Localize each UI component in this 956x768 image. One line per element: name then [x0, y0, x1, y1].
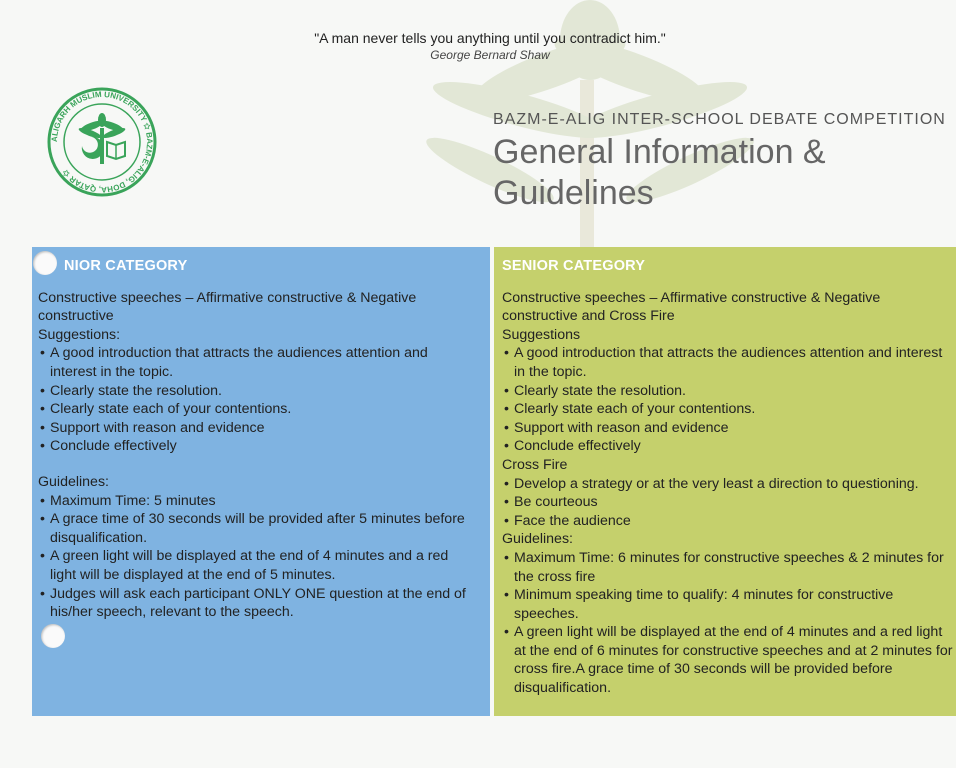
list-item: • Be courteous	[502, 493, 956, 512]
junior-guidelines-list	[38, 492, 476, 622]
university-seal-logo	[46, 86, 158, 198]
list-item: • Minimum speaking time to qualify: 4 minutes for constructive speeches.	[502, 586, 956, 623]
junior-category-heading: NIOR CATEGORY	[64, 258, 188, 274]
punch-hole	[33, 251, 57, 275]
senior-crossfire-list	[502, 475, 956, 531]
list-item: • Clearly state each of your contentions.	[38, 400, 476, 419]
list-item: • Clearly state each of your contentions.	[502, 400, 956, 419]
list-item: • Maximum Time: 6 minutes for constructive speeches & 2 minutes for the cross fire	[502, 549, 956, 586]
junior-suggestions-list	[38, 344, 476, 456]
list-item: • A good introduction that attracts the audiences attention and interest in the topic.	[38, 344, 476, 381]
quote-author: George Bernard Shaw	[430, 48, 550, 62]
list-item: • Clearly state the resolution.	[38, 382, 476, 401]
list-item: • Conclude effectively	[38, 437, 476, 456]
list-item: • Judges will ask each participant ONLY ONE question at the end of his/her speech, relevant to the speech.	[38, 585, 476, 622]
quote-text: "A man never tells you anything until you contradict him."	[314, 30, 666, 46]
senior-suggestions-list	[502, 344, 956, 456]
list-item: • Clearly state the resolution.	[502, 382, 956, 401]
senior-suggestions-label: Suggestions	[502, 326, 581, 343]
list-item: • Maximum Time: 5 minutes	[38, 492, 476, 511]
junior-constructive-text: Constructive speeches – Affirmative constructive & Negative constructive	[38, 289, 417, 325]
senior-crossfire-label: Cross Fire	[502, 456, 568, 473]
senior-category-panel	[494, 247, 956, 716]
senior-guidelines-label: Guidelines:	[502, 531, 573, 548]
junior-guidelines-label: Guidelines:	[38, 473, 109, 490]
list-item: • Support with reason and evidence	[38, 419, 476, 438]
list-item: • Develop a strategy or at the very least a direction to questioning.	[502, 475, 956, 494]
list-item: • Support with reason and evidence	[502, 419, 956, 438]
punch-hole	[41, 624, 65, 648]
event-subtitle: BAZM-E-ALIG INTER-SCHOOL DEBATE COMPETITION	[493, 111, 946, 128]
list-item: • A green light will be displayed at the end of 4 minutes and a red light at the end of 6 minutes for constructive speeches and at 2 minutes for cross fire.A grace time of 30 seconds will be provided before disqualification.	[502, 623, 956, 697]
senior-constructive-text: Constructive speeches – Affirmative constructive & Negative constructive and Cross Fire	[502, 289, 881, 325]
list-item: • A good introduction that attracts the audiences attention and interest in the topic.	[502, 344, 956, 381]
senior-category-heading: SENIOR CATEGORY	[502, 258, 646, 274]
svg-text:ALIGARH MUSLIM UNIVERSITY ✩ BA: ALIGARH MUSLIM UNIVERSITY ✩ BAZM-E-ALIG, DOHA, QATAR ✩	[49, 89, 155, 195]
list-item: • A grace time of 30 seconds will be provided after 5 minutes before disqualification.	[38, 510, 476, 547]
junior-suggestions-label: Suggestions:	[38, 326, 121, 343]
list-item: • Face the audience	[502, 512, 956, 531]
senior-guidelines-list	[502, 549, 956, 698]
list-item: • Conclude effectively	[502, 437, 956, 456]
junior-category-panel	[32, 247, 490, 716]
list-item: • A green light will be displayed at the end of 4 minutes and a red light will be displayed at the end of 5 minutes.	[38, 547, 476, 584]
page-title: General Information & Guidelines	[493, 133, 826, 212]
